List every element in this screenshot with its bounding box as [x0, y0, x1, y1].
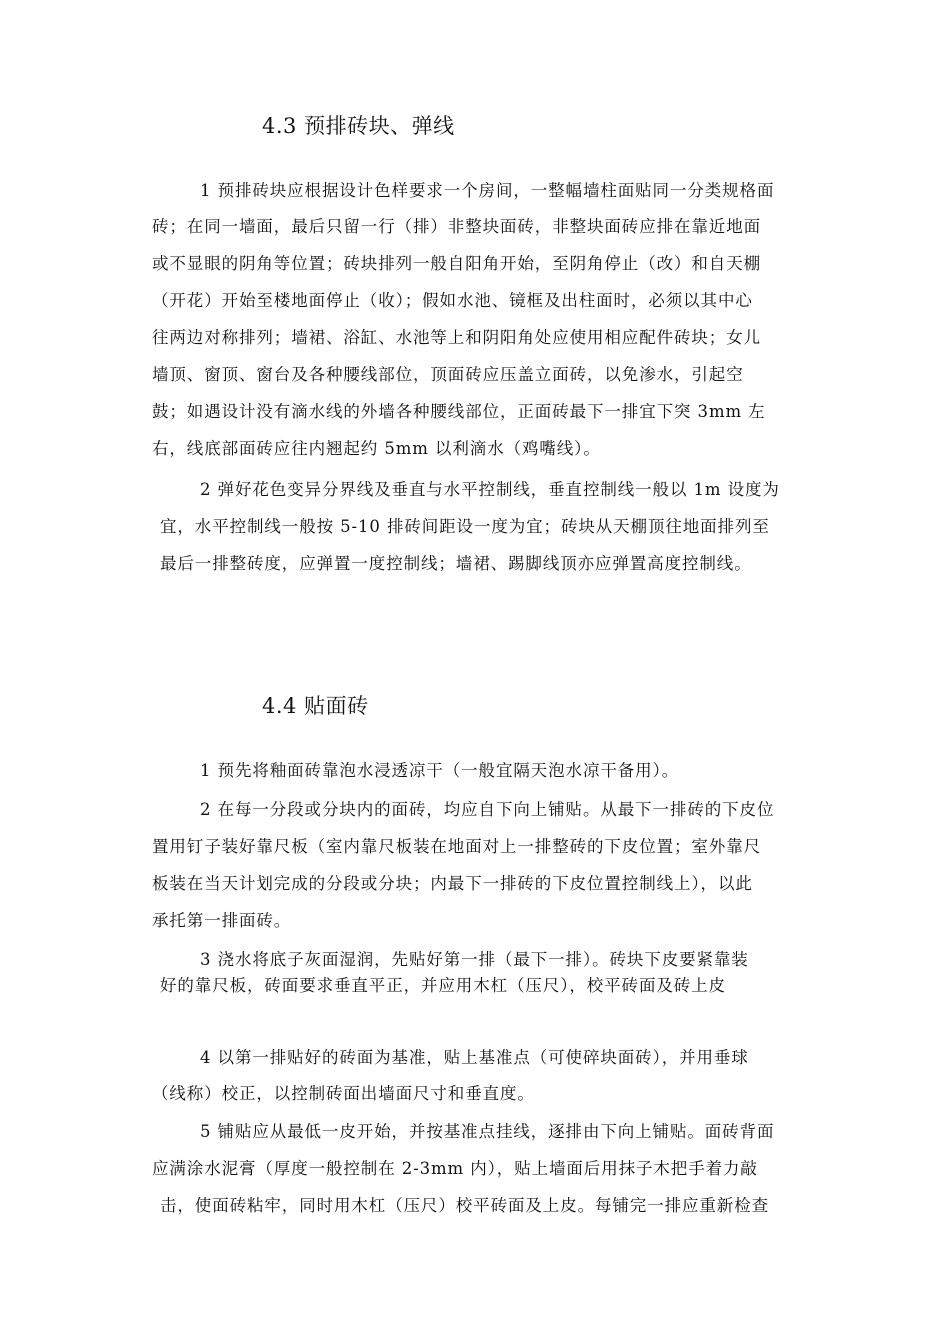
paragraph-line: 5 铺贴应从最低一皮开始，并按基准点挂线，逐排由下向上铺贴。面砖背面 [200, 1122, 775, 1141]
paragraph-line: 砖；在同一墙面，最后只留一行（排）非整块面砖，非整块面砖应排在靠近地面 [152, 217, 761, 236]
paragraph-line: 击，使面砖粘牢，同时用木杠（压尺）校平砖面及上皮。每铺完一排应重新检查 [160, 1196, 769, 1215]
paragraph-line: （线称）校正，以控制砖面出墙面尺寸和垂直度。 [152, 1084, 535, 1103]
paragraph-line: 鼓；如遇设计没有滴水线的外墙各种腰线部位，正面砖最下一排宜下突 3mm 左 [152, 402, 766, 421]
paragraph-line: 宜，水平控制线一般按 5-10 排砖间距设一度为宜；砖块从天棚顶往地面排列至 [160, 517, 770, 536]
paragraph-line: 置用钉子装好靠尺板（室内靠尺板装在地面对上一排整砖的下皮位置；室外靠尺 [152, 837, 761, 856]
paragraph-line: 3 浇水将底子灰面湿润，先贴好第一排（最下一排）。砖块下皮要紧靠装 [200, 950, 749, 969]
paragraph-line: 最后一排整砖度，应弹置一度控制线；墙裙、踢脚线顶亦应弹置高度控制线。 [160, 554, 752, 573]
paragraph-line: 1 预排砖块应根据设计色样要求一个房间，一整幅墙柱面贴同一分类规格面 [200, 181, 775, 200]
paragraph-line: 右，线底部面砖应往内翘起约 5mm 以利滴水（鸡嘴线）。 [152, 439, 601, 458]
paragraph-line: 墙顶、窗顶、窗台及各种腰线部位，顶面砖应压盖立面砖，以免渗水，引起空 [152, 365, 744, 384]
paragraph-line: 往两边对称排列；墙裙、浴缸、水池等上和阴阳角处应使用相应配件砖块；女儿 [152, 328, 761, 347]
paragraph-line: 4 以第一排贴好的砖面为基准，贴上基准点（可使碎块面砖），并用垂球 [200, 1048, 749, 1067]
section-4-4-heading: 4.4 贴面砖 [262, 694, 369, 718]
paragraph-line: （开花）开始至楼地面停止（收）；假如水池、镜框及出柱面时，必须以其中心 [152, 291, 753, 310]
paragraph-line: 或不显眼的阴角等位置；砖块排列一般自阳角开始，至阴角停止（改）和自天棚 [152, 254, 761, 273]
paragraph-line: 应满涂水泥膏（厚度一般控制在 2-3mm 内），贴上墙面后用抹子木把手着力敲 [152, 1159, 758, 1178]
paragraph-line: 1 预先将釉面砖靠泡水浸透凉干（一般宜隔天泡水凉干备用）。 [200, 761, 680, 780]
paragraph-line: 2 弹好花色变异分界线及垂直与水平控制线，垂直控制线一般以 1m 设度为 [200, 480, 780, 499]
paragraph-line: 承托第一排面砖。 [152, 911, 292, 930]
paragraph-line: 2 在每一分段或分块内的面砖，均应自下向上铺贴。从最下一排砖的下皮位 [200, 800, 775, 819]
paragraph-line: 板装在当天计划完成的分段或分块；内最下一排砖的下皮位置控制线上），以此 [152, 874, 753, 893]
section-4-3-heading: 4.3 预排砖块、弹线 [262, 114, 455, 138]
paragraph-line: 好的靠尺板，砖面要求垂直平正，并应用木杠（压尺），校平砖面及砖上皮 [160, 976, 726, 995]
